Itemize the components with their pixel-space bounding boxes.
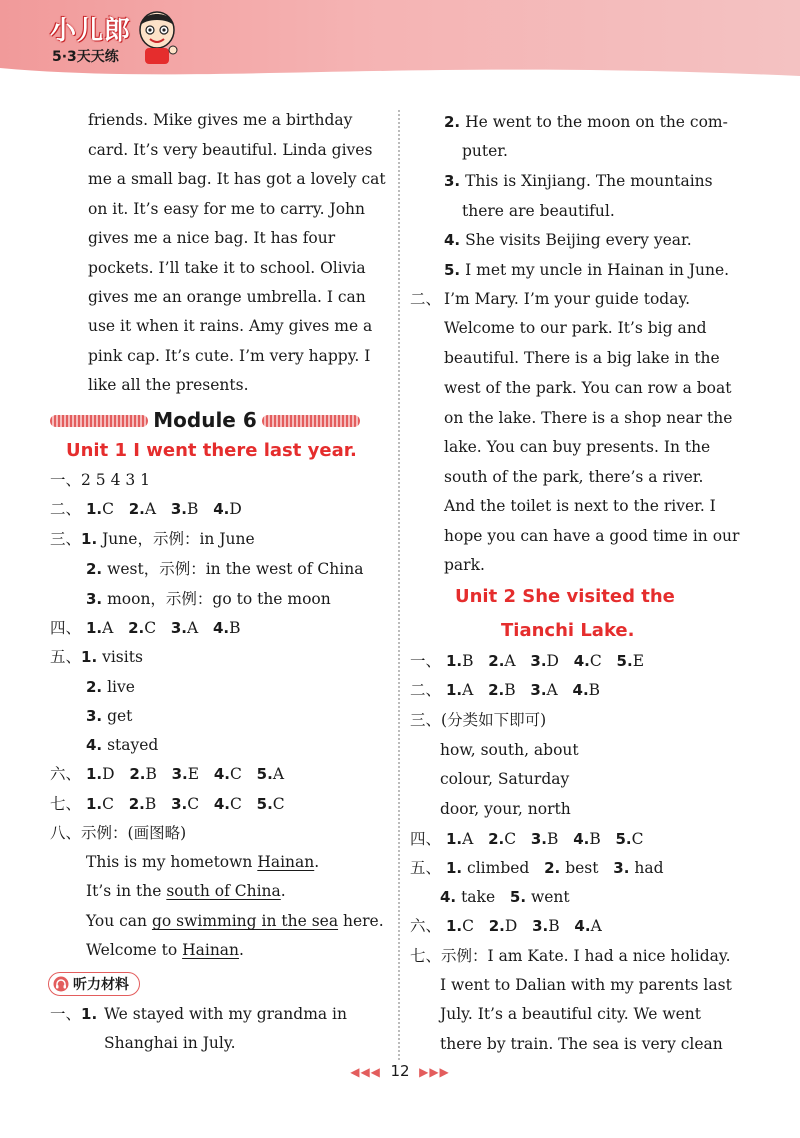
answer-section-7: 七、 1.C 2.B 3.C 4.C 5.C (50, 795, 285, 813)
answer-section-4: 四、 1.A 2.C 3.B 4.B 5.C (410, 830, 644, 848)
answer-section-6: 六、 1.D 2.B 3.E 4.C 5.A (50, 765, 285, 783)
passage-line: on it. It’s easy for me to carry. John (88, 200, 365, 218)
answer-section-5: 五、1. visits (50, 648, 143, 666)
guide-text-line: on the lake. There is a shop near the (444, 409, 733, 427)
sample-sentence: This is my hometown Hainan. (86, 853, 320, 871)
left-arrows-icon: ◀◀◀ (350, 1065, 381, 1079)
guide-text-line: west of the park. You can row a boat (444, 379, 732, 397)
answer-item: 4. stayed (86, 736, 159, 754)
classification-line: how, south, about (440, 741, 579, 759)
answer-section-1: 一、 1.B 2.A 3.D 4.C 5.E (410, 652, 645, 670)
page-number: 12 (390, 1062, 410, 1080)
sample-sentence: You can go swimming in the sea here. (86, 912, 384, 930)
answer-item: 3. get (86, 707, 133, 725)
passage-line: me a small bag. It has got a lovely cat (88, 170, 386, 188)
answer-section-1: 一、2 5 4 3 1 (50, 471, 151, 489)
sample-writing-line: there by train. The sea is very clean (440, 1035, 723, 1053)
answer-section-3: 三、1. June，示例：in June (50, 530, 255, 548)
answer-item: 2. west，示例：in the west of China (86, 560, 364, 578)
column-divider (398, 110, 400, 1060)
sample-writing-line: I went to Dalian with my parents last (440, 976, 732, 994)
brand-logo: 小儿郎 (50, 16, 132, 46)
sample-sentence: Welcome to Hainan. (86, 941, 244, 959)
guide-text-line: south of the park, there’s a river. (444, 468, 704, 486)
answer-section-2: 二、 1.A 2.B 3.A 4.B (410, 681, 601, 699)
answer-section-5: 五、 1. climbed 2. best 3. had (410, 859, 664, 877)
classification-line: colour, Saturday (440, 770, 570, 788)
answer-item: 2. live (86, 678, 135, 696)
answer-section-2: 二、 1.C 2.A 3.B 4.D (50, 500, 242, 518)
passage-line: card. It’s very beautiful. Linda gives (88, 141, 373, 159)
passage-line: use it when it rains. Amy gives me a (88, 317, 373, 335)
sample-writing-line: July. It’s a beautiful city. We went (440, 1005, 701, 1023)
listening-item: 2. He went to the moon on the com- (444, 113, 728, 131)
mascot-icon (135, 8, 179, 66)
answer-section-8: 八、示例：(画图略) (50, 824, 187, 842)
series-label: 5·3天天练 (52, 49, 119, 65)
guide-text-line: beautiful. There is a big lake in the (444, 349, 720, 367)
passage-line: gives me an orange umbrella. I can (88, 288, 366, 306)
passage-line: pockets. I’ll take it to school. Olivia (88, 259, 366, 277)
guide-text-line: Welcome to our park. It’s big and (444, 319, 707, 337)
module-title: Module 6 (153, 408, 257, 432)
header-wave (0, 58, 800, 88)
listening-item: 4. She visits Beijing every year. (444, 231, 692, 249)
unit-2-title-cont: Tianchi Lake. (501, 620, 635, 641)
listening-item: 5. I met my uncle in Hainan in June. (444, 261, 730, 279)
listening-section-2-label: 二、 (410, 290, 442, 308)
listening-item: puter. (462, 142, 508, 160)
headphone-icon (53, 976, 69, 992)
sample-sentence: It’s in the south of China. (86, 882, 286, 900)
passage-line: gives me a nice bag. It has four (88, 229, 336, 247)
listening-line: We stayed with my grandma in (104, 1005, 347, 1023)
listening-line: Shanghai in July. (104, 1034, 236, 1052)
answer-section-3: 三、(分类如下即可) (410, 711, 547, 729)
guide-text-line: I’m Mary. I’m your guide today. (444, 290, 691, 308)
passage-line: friends. Mike gives me a birthday (88, 111, 353, 129)
right-arrows-icon: ▶▶▶ (419, 1065, 450, 1079)
guide-text-line: park. (444, 556, 485, 574)
passage-line: pink cap. It’s cute. I’m very happy. I (88, 347, 371, 365)
passage-line: like all the presents. (88, 376, 249, 394)
listening-item: 3. This is Xinjiang. The mountains (444, 172, 713, 190)
answer-item: 3. moon，示例：go to the moon (86, 590, 331, 608)
guide-text-line: And the toilet is next to the river. I (444, 497, 716, 515)
page-footer (0, 1062, 800, 1080)
answer-item: 4. take 5. went (440, 888, 570, 906)
answer-section-7: 七、示例：I am Kate. I had a nice holiday. (410, 947, 731, 965)
listening-section-1: 一、1. (50, 1005, 98, 1023)
classification-line: door, your, north (440, 800, 571, 818)
listening-item: there are beautiful. (462, 202, 615, 220)
unit-1-title: Unit 1 I went there last year. (66, 440, 357, 461)
module-banner (50, 408, 360, 434)
unit-2-title: Unit 2 She visited the (455, 586, 675, 607)
listening-material-badge: 听力材料 (48, 972, 140, 996)
page-header (0, 0, 800, 76)
guide-text-line: lake. You can buy presents. In the (444, 438, 711, 456)
guide-text-line: hope you can have a good time in our (444, 527, 740, 545)
answer-section-6: 六、 1.C 2.D 3.B 4.A (410, 917, 602, 935)
answer-section-4: 四、 1.A 2.C 3.A 4.B (50, 619, 241, 637)
